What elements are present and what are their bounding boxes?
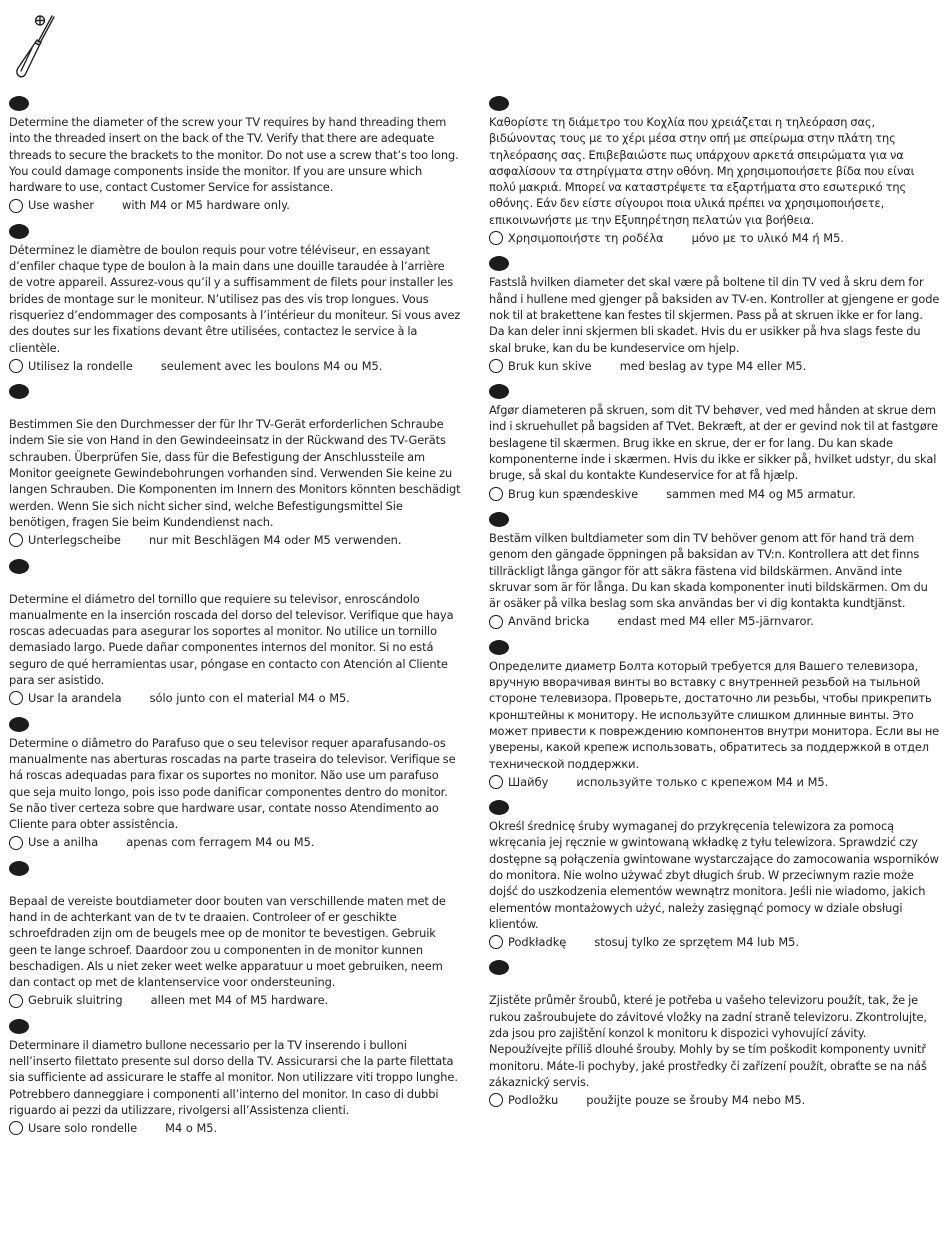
- washer-label: Brug kun spændeskive: [508, 486, 639, 501]
- circle-icon: [489, 359, 503, 373]
- left-column: [9, 96, 461, 1137]
- section-it: [9, 1019, 461, 1137]
- washer-note: [489, 1092, 941, 1108]
- washer-rest: with M4 or M5 hardware only.: [122, 198, 290, 213]
- section-da: [489, 384, 941, 502]
- bullet-dot: [489, 384, 509, 399]
- circle-icon: [9, 1121, 23, 1135]
- section-pl: [489, 800, 941, 950]
- washer-note: [489, 613, 941, 629]
- washer-note: [489, 774, 941, 790]
- instruction-text: Bepaal de vereiste boutdiameter door bouten van verschillende maten met de hand in de achterkant van de tv te draaien. Controleer of er geschikte schroefdraden zijn om de beugels mee op de monitor te bevestigen. Gebruik geen te lange schroef. Daardoor zou u componenten in de monitor kunnen beschadigen. Als u niet zeker weet welke apparatuur u moet gebruiken, neem dan contact op met de klantenservice voor ondersteuning.: [9, 893, 446, 990]
- section-ru: [489, 640, 941, 790]
- section-en: [9, 96, 461, 214]
- washer-label: Use washer: [28, 198, 95, 213]
- bullet-dot: [489, 960, 509, 975]
- washer-label: Använd bricka: [508, 614, 590, 629]
- instruction-text: Déterminez le diamètre de boulon requis pour votre téléviseur, en essayant d’enfiler chaque type de boulon à la main dans une douille taraudée à l’arrière de votre appareil. Assurez-vous qu’il y a suffisamment de filets pour installer les brides de montage sur le moniteur. N’utilisez pas des vis trop longues. Vous risqueriez d’endommager des composants à l’intérieur du moniteur. Si vous avez des doutes sur les fixations devant être utilisées, contactez le service à la clientèle.: [9, 242, 461, 355]
- washer-label: Unterlegscheibe: [28, 533, 121, 548]
- washer-label: Gebruik sluitring: [28, 993, 123, 1008]
- bullet-dot: [9, 717, 29, 732]
- instruction-text: Determine the diameter of the screw your TV requires by hand threading them into the threaded insert on the back of the TV. Verify that there are adequate threads to secure the brackets to the monitor. Do not use a screw that’s too long. You could damage components inside the monitor. If you are unsure which hardware to use, contact Customer Service for assistance.: [9, 115, 459, 195]
- washer-label: Usar la arandela: [28, 691, 122, 706]
- circle-icon: [9, 691, 23, 705]
- circle-icon: [9, 533, 23, 547]
- bullet-dot: [9, 559, 29, 574]
- bullet-dot: [489, 512, 509, 527]
- circle-icon: [489, 1093, 503, 1107]
- section-de: [9, 384, 461, 548]
- instruction-text: Bestimmen Sie den Durchmesser der für Ihr TV-Gerät erforderlichen Schraube indem Sie sie von Hand in den Gewindeeinsatz in der Rückwand des TV-Geräts schrauben. Überprüfen Sie, dass für die Befestigung der Anschlussteile am Monitor geeignete Gewindebohrungen vorhanden sind. Verwenden Sie keine zu langen Schrauben. Die Komponenten im Innern des Monitors könnten beschädigt werden. Wenn Sie sich nicht sicher sind, welche Befestigungsmittel Sie benötigen, fragen Sie beim Kundendienst nach.: [9, 417, 461, 529]
- section-es: [9, 559, 461, 707]
- instruction-text: Determine el diámetro del tornillo que requiere su televisor, enroscándolo manualmente en la inserción roscada del dorso del televisor. Verifique que haya roscas adecuadas para asegurar los soportes al monitor. No utilice un tornillo demasiado largo. Puede dañar componentes internos del monitor. Si no está seguro de qué herramientas usar, póngase en contacto con Atención al Cliente para ser asistido.: [9, 591, 454, 688]
- circle-icon: [9, 836, 23, 850]
- washer-note: [9, 690, 461, 706]
- washer-note: [9, 834, 461, 850]
- right-column: [489, 96, 941, 1109]
- washer-note: [489, 230, 941, 246]
- circle-icon: [489, 231, 503, 245]
- washer-note: [9, 197, 461, 213]
- washer-label: Use a anilha: [28, 835, 99, 850]
- instruction-text: Determinare il diametro bullone necessario per la TV inserendo i bulloni nell’inserto filettato presente sul dorso della TV. Assicurarsi che la parte filettata sia sufficiente ad assicurare le staffe al monitor. Non utilizzare viti troppo lunghe. Potrebbero danneggiare i componenti all’interno del monitor. In caso di dubbi riguardo ai pezzi da utilizzare, rivolgersi all’Assistenza clienti.: [9, 1037, 458, 1117]
- washer-label: Podložku: [508, 1093, 559, 1108]
- washer-label: Шайбу: [508, 774, 549, 789]
- bullet-dot: [489, 256, 509, 271]
- circle-icon: [489, 935, 503, 949]
- instruction-text: Bestäm vilken bultdiameter som din TV behöver genom att för hand trä dem genom den gängade öppningen på baksidan av TV:n. Kontrollera att det finns tillräckligt långa gängor för att säkra fästena vid bildskärmen. Använd inte skruvar som är för långa. Du kan skada komponenter inuti bildskärmen. Om du är osäker på vilka beslag som ska användas ber vi dig kontakta kundtjänst.: [489, 530, 928, 611]
- washer-note: [9, 532, 461, 548]
- bullet-dot: [489, 96, 509, 111]
- washer-note: [489, 486, 941, 502]
- section-fr: [9, 224, 461, 374]
- washer-rest: apenas com ferragem M4 ou M5.: [126, 835, 315, 850]
- circle-icon: [9, 359, 23, 373]
- instruction-text: Fastslå hvilken diameter det skal være på boltene til din TV ved å skru dem for hånd i hullene med gjenger på baksiden av TV-en. Kontroller at gjengene er gode nok til at brakettene kan festes til skjermen. Pass på at skruen ikke er for lang. Da kan deler inni skjermen bli skadet. Hvis du er usikker på hva slags feste du skal bruke, kan du be kundeservice om hjelp.: [489, 275, 940, 355]
- washer-rest: seulement avec les boulons M4 ou M5.: [160, 358, 383, 373]
- instruction-text: Καθορίστε τη διάμετρο του Κοχλία που χρειάζεται η τηλεόραση σας, βιδώνοντας τους με το χέρι μέσα στην οπή με σπείρωμα στην πλάτη της τηλεόρασης σας. Επιβεβαιώστε πως υπάρχουν αρκετά σπειρώματα για να ασφαλίσουν τα στηρίγματα στην οθόνη. Μη χρησιμοποιήσετε βίδα που είναι πολύ μακριά. Μπορεί να καταστρέψετε τα εξαρτήματα στο εσωτερικό της οθόνης. Εάν δεν είστε σίγουροι ποια υλικά πρέπει να χρησιμοποιήσετε, επικοινωνήστε με την Εξυπηρέτηση πελατών για βοήθεια.: [489, 115, 915, 227]
- instruction-text: Afgør diameteren på skruen, som dit TV behøver, ved med hånden at skrue dem ind i skruehullet på bagsiden af TVet. Bekræft, at der er gevind nok til at fastgøre beslagene til skærmen. Brug ikke en skrue, der er for lang. Du kan skade komponenterne inde i skærmen. Hvis du ikke er sikker på, hvilket udstyr, du skal bruge, så skal du kontakte Kundeservice for at få hjælp.: [489, 403, 938, 483]
- washer-note: [489, 358, 941, 374]
- circle-icon: [489, 775, 503, 789]
- section-cs: [489, 960, 941, 1108]
- bullet-dot: [9, 861, 29, 876]
- section-el: [489, 96, 941, 246]
- washer-rest: используйте только с крепежом M4 и M5.: [576, 774, 829, 789]
- circle-icon: [489, 487, 503, 501]
- bullet-dot: [9, 384, 29, 399]
- washer-note: [9, 358, 461, 374]
- bullet-dot: [9, 96, 29, 111]
- section-pt: [9, 717, 461, 851]
- washer-label: Utilisez la rondelle: [28, 358, 133, 373]
- washer-rest: med beslag av type M4 eller M5.: [619, 358, 807, 373]
- washer-rest: μόνο με το υλικό M4 ή M5.: [691, 231, 844, 246]
- washer-label: Χρησιμοποιήστε τη ροδέλα: [508, 231, 664, 246]
- bullet-dot: [489, 640, 509, 655]
- washer-label: Bruk kun skive: [508, 358, 592, 373]
- washer-rest: sammen med M4 og M5 armatur.: [666, 486, 856, 501]
- circle-icon: [9, 994, 23, 1008]
- screwdriver-icon: [10, 12, 58, 80]
- circle-icon: [489, 615, 503, 629]
- washer-rest: M4 o M5.: [165, 1121, 218, 1136]
- washer-rest: nur mit Beschlägen M4 oder M5 verwenden.: [148, 533, 402, 548]
- instruction-text: Определите диаметр Болта который требуется для Вашего телевизора, вручную вворачивая винты во вставку с внутренней резьбой на тыльной стороне телевизора. Проверьте, достаточно ли резьбы, чтобы прикрепить кронштейны к монитору. Не используйте слишком длинные винты. Это может привести к повреждению компонентов внутри монитора. Если вы не уверены, какой крепеж использовать, обратитесь за поддержкой в отдел технической поддержки.: [489, 658, 940, 771]
- bullet-dot: [489, 800, 509, 815]
- washer-rest: endast med M4 eller M5-järnvaror.: [617, 614, 814, 629]
- section-sv: [489, 512, 941, 630]
- instruction-text: Determine o diâmetro do Parafuso que o seu televisor requer aparafusando-os manualmente nas aberturas roscadas na parte traseira do televisor. Verifique se há roscas adequadas para fixar os suportes no monitor. Não use um parafuso que seja muito longo, pois isso pode danificar componentes dentro do monitor. Se não tiver certeza sobre que hardware usar, contate nosso Atendimento ao Cliente para obter assistência.: [9, 735, 456, 832]
- washer-note: [489, 934, 941, 950]
- washer-label: Usare solo rondelle: [28, 1121, 138, 1136]
- instruction-text: Zjistěte průměr šroubů, které je potřeba u vašeho televizoru použít, tak, že je rukou zašroubujete do závitové vložky na zadní straně televizoru. Zkontrolujte, zda jsou pro zajištění konzol k monitoru k dispozici vyhovující závity. Nepoužívejte příliš dlouhé šrouby. Mohly by se tím poškodit komponenty uvnitř monitoru. Máte-li pochyby, jaké prostředky či zařízení použít, obraťte se na náš zákaznický servis.: [489, 993, 927, 1089]
- washer-label: Podkładkę: [508, 935, 567, 950]
- section-nl: [9, 861, 461, 1009]
- washer-rest: sólo junto con el material M4 o M5.: [149, 691, 350, 706]
- circle-icon: [9, 199, 23, 213]
- bullet-dot: [9, 1019, 29, 1034]
- washer-rest: stosuj tylko ze sprzętem M4 lub M5.: [594, 935, 800, 950]
- washer-rest: použijte pouze se šrouby M4 nebo M5.: [586, 1093, 806, 1108]
- washer-note: [9, 1120, 461, 1136]
- washer-rest: alleen met M4 of M5 hardware.: [150, 993, 329, 1008]
- section-no: [489, 256, 941, 374]
- instruction-text: Określ średnicę śruby wymaganej do przykręcenia telewizora za pomocą wkręcania jej ręcznie w gwintowaną wkładkę z tyłu telewizora. Sprawdzić czy dostępne są połączenia gwintowane wystarczające do zamocowania wsporników do monitora. Nie wolno używać zbyt długich śrub. W przeciwnym razie może dojść do uszkodzenia elementów wewnątrz monitora. Jeśli nie wiadomo, jakich elementów montażowych użyć, należy zasięgnąć pomocy w dziale obsługi klientów.: [489, 819, 939, 931]
- washer-note: [9, 992, 461, 1008]
- bullet-dot: [9, 224, 29, 239]
